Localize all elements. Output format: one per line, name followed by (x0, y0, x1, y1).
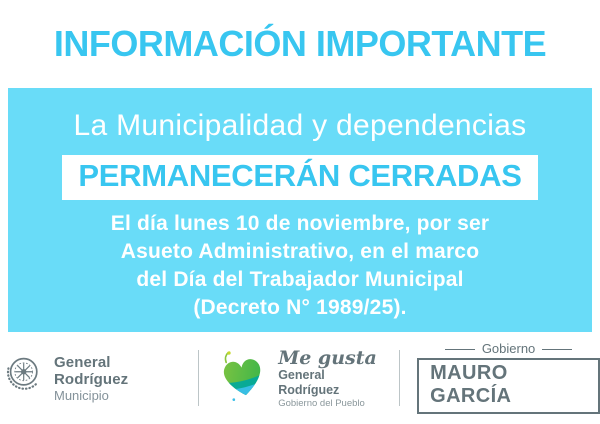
label-dash-left (445, 349, 475, 350)
notice-body-line-1: El día lunes 10 de noviembre, por ser (110, 212, 490, 235)
notice-body-line-2: Asueto Administrativo, en el marco (120, 240, 480, 263)
footer-divider-1 (198, 350, 199, 406)
notice-panel (8, 88, 592, 332)
brand-name: General Rodríguez (278, 367, 340, 397)
green-heart-icon (216, 348, 270, 409)
footer-divider-2 (399, 350, 400, 406)
brand-text (278, 348, 382, 409)
government-name: MAURO GARCÍA (417, 358, 600, 414)
municipality-logo (0, 352, 181, 405)
brand-subtitle: Gobierno del Pueblo (278, 397, 365, 409)
notice-subject: La Municipalidad y dependencias (73, 109, 527, 142)
municipality-text (54, 354, 181, 403)
footer-logos (0, 332, 600, 424)
government-label-row (445, 342, 572, 356)
notice-highlight-band (62, 155, 537, 200)
label-dash-right (542, 349, 572, 350)
notice-body-line-4: (Decreto N° 1989/25). (193, 296, 407, 319)
government-label: Gobierno (481, 341, 536, 356)
notice-body (8, 210, 592, 322)
notice-highlight: PERMANECERÁN CERRADAS (78, 158, 522, 193)
municipal-seal-icon (0, 352, 44, 405)
government-logo (417, 342, 600, 414)
notice-body-line-3: del Día del Trabajador Municipal (136, 268, 464, 291)
brand-logo (216, 348, 382, 409)
municipality-subtitle: Municipio (54, 387, 109, 403)
page-title: INFORMACIÓN IMPORTANTE (53, 23, 547, 64)
brand-slogan: Me gusta (278, 346, 377, 369)
municipality-name: General Rodríguez (54, 353, 129, 388)
